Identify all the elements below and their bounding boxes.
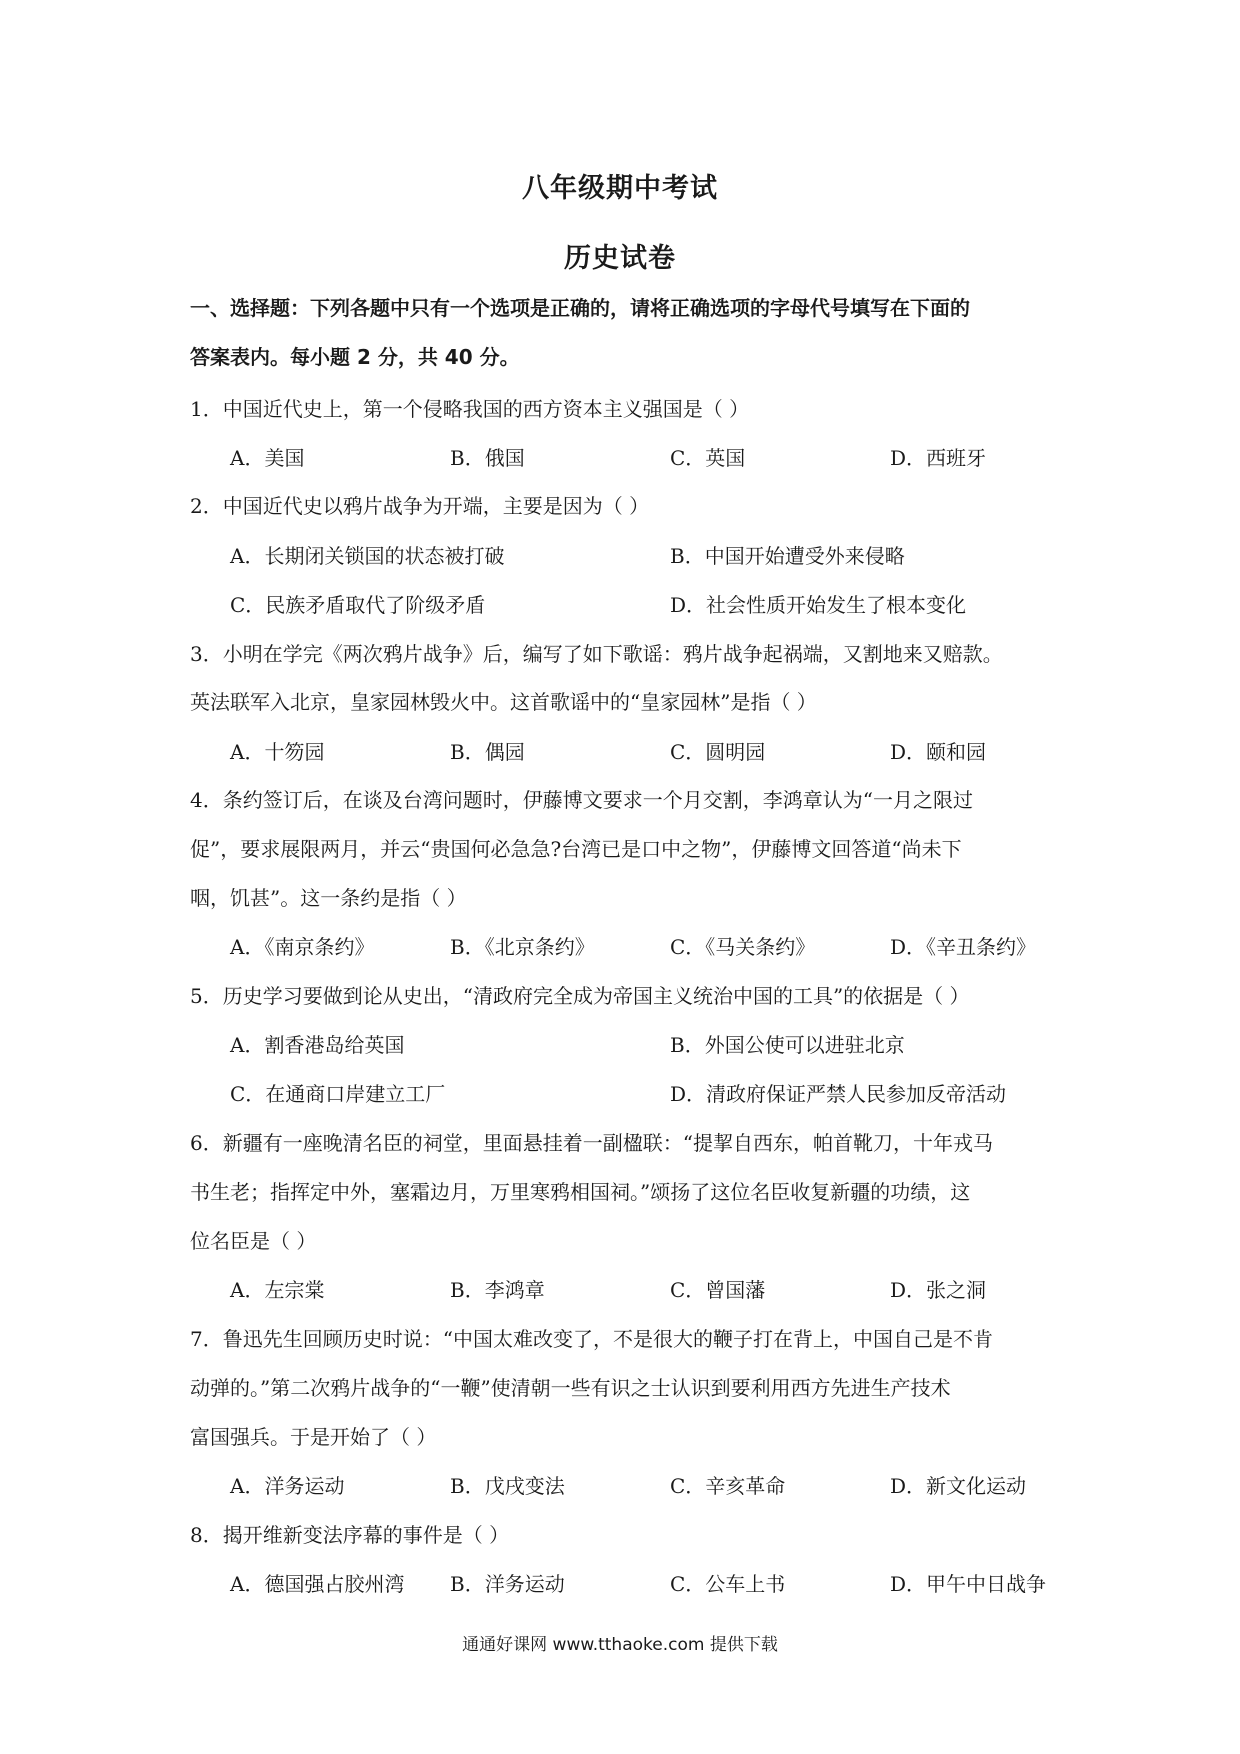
question-4-option-d: D．《辛丑条约》 xyxy=(890,935,1037,959)
exam-subtitle: 历史试卷 xyxy=(564,243,676,274)
question-8-option-d: D．甲午中日战争 xyxy=(890,1572,1047,1596)
question-6-option-a: A．左宗棠 xyxy=(230,1278,325,1302)
question-3-text-line-1: 3．小明在学完《两次鸦片战争》后，编写了如下歌谣：鸦片战争起祸端，又割地来又赔款。 xyxy=(190,642,1003,666)
section-instructions-line-1: 一、选择题：下列各题中只有一个选项是正确的，请将正确选项的字母代号填写在下面的 xyxy=(190,296,970,320)
question-4-text-line-2: 促”，要求展限两月，并云“贵国何必急急?台湾已是口中之物”，伊藤博文回答道“尚未下 xyxy=(190,837,962,861)
question-8-option-b: B．洋务运动 xyxy=(450,1572,565,1596)
question-8-text: 8．揭开维新变法序幕的事件是（ ） xyxy=(190,1523,510,1547)
question-1-option-a: A．美国 xyxy=(230,446,305,470)
question-7-text-line-3: 富国强兵。于是开始了（ ） xyxy=(190,1425,437,1449)
question-7-option-a: A．洋务运动 xyxy=(230,1474,345,1498)
page-footer: 通通好课网 www.tthaoke.com 提供下载 xyxy=(462,1635,778,1655)
question-7-option-c: C．辛亥革命 xyxy=(670,1474,786,1498)
question-2-option-d: D．社会性质开始发生了根本变化 xyxy=(670,593,967,617)
question-5-text: 5．历史学习要做到论从史出，“清政府完全成为帝国主义统治中国的工具”的依据是（ ） xyxy=(190,984,970,1008)
question-6-option-b: B．李鸿章 xyxy=(450,1278,545,1302)
question-1-option-c: C．英国 xyxy=(670,446,746,470)
question-2-option-a: A．长期闭关锁国的状态被打破 xyxy=(230,544,505,568)
question-5-option-c: C．在通商口岸建立工厂 xyxy=(230,1082,446,1106)
question-3-text-line-2: 英法联军入北京，皇家园林毁火中。这首歌谣中的“皇家园林”是指（ ） xyxy=(190,690,817,714)
question-3-option-c: C．圆明园 xyxy=(670,740,766,764)
question-1-text: 1．中国近代史上，第一个侵略我国的西方资本主义强国是（ ） xyxy=(190,397,750,421)
question-8-option-a: A．德国强占胶州湾 xyxy=(230,1572,405,1596)
question-1-option-d: D．西班牙 xyxy=(890,446,987,470)
question-7-text-line-1: 7．鲁迅先生回顾历史时说：“中国太难改变了，不是很大的鞭子打在背上，中国自己是不肯 xyxy=(190,1327,993,1351)
question-4-option-a: A．《南京条约》 xyxy=(230,935,375,959)
section-instructions-line-2: 答案表内。每小题 2 分，共 40 分。 xyxy=(190,345,520,369)
question-5-option-b: B．外国公使可以进驻北京 xyxy=(670,1033,905,1057)
question-1-option-b: B．俄国 xyxy=(450,446,525,470)
question-3-option-a: A．十笏园 xyxy=(230,740,325,764)
question-2-option-c: C．民族矛盾取代了阶级矛盾 xyxy=(230,593,486,617)
question-6-text-line-1: 6．新疆有一座晚清名臣的祠堂，里面悬挂着一副楹联：“提挈自西东，帕首靴刀，十年戎马 xyxy=(190,1131,993,1155)
question-6-text-line-2: 书生老；指挥定中外，塞霜边月，万里寒鸦相国祠。”颂扬了这位名臣收复新疆的功绩，这 xyxy=(190,1180,971,1204)
question-2-option-b: B．中国开始遭受外来侵略 xyxy=(670,544,905,568)
question-4-option-c: C．《马关条约》 xyxy=(670,935,816,959)
question-7-option-d: D．新文化运动 xyxy=(890,1474,1027,1498)
question-4-option-b: B．《北京条约》 xyxy=(450,935,595,959)
question-5-option-d: D．清政府保证严禁人民参加反帝活动 xyxy=(670,1082,1007,1106)
question-3-option-d: D．颐和园 xyxy=(890,740,987,764)
question-6-text-line-3: 位名臣是（ ） xyxy=(190,1229,317,1253)
question-8-option-c: C．公车上书 xyxy=(670,1572,786,1596)
question-6-option-d: D．张之洞 xyxy=(890,1278,987,1302)
question-5-option-a: A．割香港岛给英国 xyxy=(230,1033,405,1057)
question-7-text-line-2: 动弹的。”第二次鸦片战争的“一鞭”使清朝一些有识之士认识到要利用西方先进生产技术 xyxy=(190,1376,951,1400)
question-7-option-b: B．戊戌变法 xyxy=(450,1474,565,1498)
question-2-text: 2．中国近代史以鸦片战争为开端，主要是因为（ ） xyxy=(190,494,650,518)
question-6-option-c: C．曾国藩 xyxy=(670,1278,766,1302)
question-4-text-line-1: 4．条约签订后，在谈及台湾问题时，伊藤博文要求一个月交割，李鸿章认为“一月之限过 xyxy=(190,788,973,812)
question-4-text-line-3: 咽，饥甚”。这一条约是指（ ） xyxy=(190,886,467,910)
question-3-option-b: B．偶园 xyxy=(450,740,525,764)
exam-title: 八年级期中考试 xyxy=(522,173,718,204)
